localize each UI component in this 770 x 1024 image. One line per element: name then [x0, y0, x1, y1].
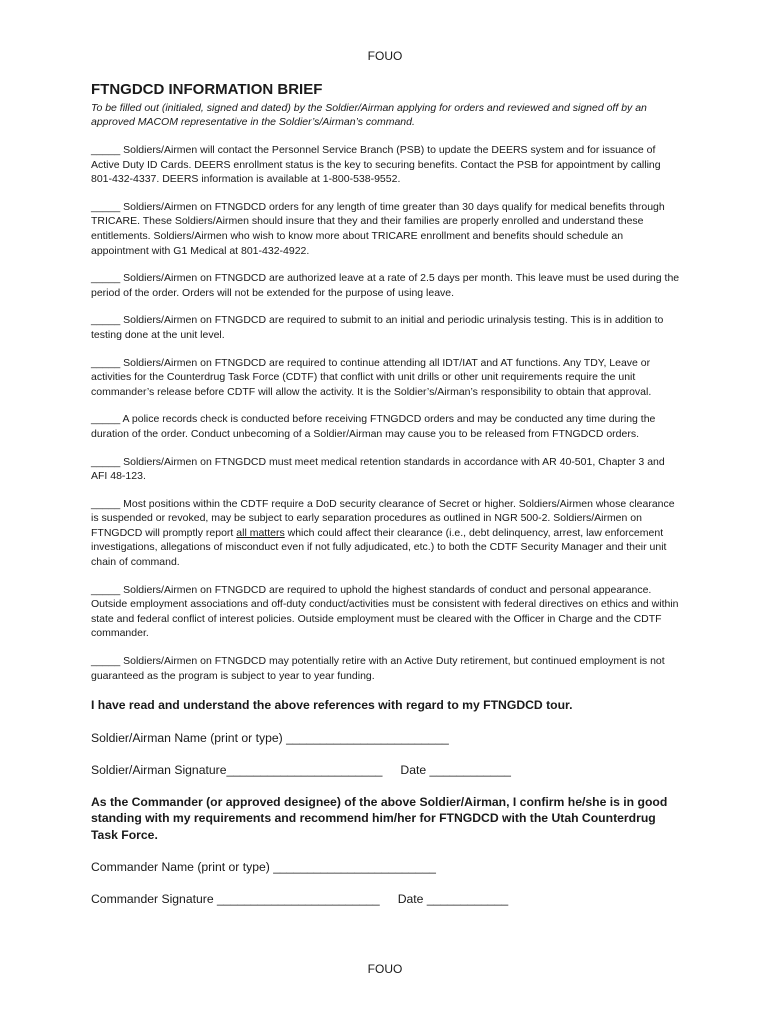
item-security-clearance — [91, 497, 683, 570]
commander-name-row — [91, 859, 683, 875]
initial-blank[interactable]: _____ — [91, 144, 121, 156]
item-text: Soldiers/Airmen on FTNGDCD are required to continue attending all IDT/IAT and AT functions. Any TDY, Leave or activities for the Counterdrug Task Force (CDTF) that conflict with unit drills or other unit requirements require the unit commander’s release before CDTF will allow the activity. It is the Soldier’s/Airman’s responsibility to obtain that approval. — [91, 356, 652, 398]
soldier-signature-field[interactable]: _______________________ — [226, 762, 383, 777]
item-text: Soldiers/Airmen on FTNGDCD are required to uphold the highest standards of conduct and personal appearance. Outside employment associations and off-duty conduct/activities must be consistent with federal directives on ethics and within state and federal conflict of interest policies. Outside employment must be cleared with the Officer in Charge and the CDTF commander. — [91, 583, 679, 640]
soldier-name-label: Soldier/Airman Name (print or type) — [91, 730, 283, 745]
item-text: Soldiers/Airmen on FTNGDCD must meet medical retention standards in accordance with AR 40-501, Chapter 3 and AFI 48-123. — [91, 455, 665, 483]
commander-name-field[interactable]: ________________________ — [273, 859, 436, 874]
item-police-check — [91, 412, 683, 441]
underlined-phrase: all matters — [236, 526, 285, 539]
soldier-name-field[interactable]: ________________________ — [286, 730, 449, 745]
soldier-signature-row — [91, 762, 683, 778]
initial-blank[interactable]: _____ — [91, 413, 121, 426]
soldier-name-row — [91, 730, 683, 746]
item-deers — [91, 143, 683, 187]
item-text: A police records check is conducted before receiving FTNGDCD orders and may be conducted any time during the duration of the order. Conduct unbecoming of a Soldier/Airman may cause you to be released from FTNGDCD orders. — [91, 413, 656, 440]
initial-blank[interactable]: _____ — [91, 200, 121, 213]
commander-date-label: Date — [397, 891, 424, 906]
initial-blank[interactable]: _____ — [91, 272, 121, 285]
document-body — [91, 81, 683, 907]
item-conduct — [91, 583, 683, 641]
item-retirement — [91, 654, 683, 683]
initial-blank[interactable]: _____ — [91, 655, 121, 668]
footer-marking: FOUO — [367, 962, 403, 976]
initial-blank[interactable]: _____ — [91, 497, 121, 510]
soldier-signature-label: Soldier/Airman Signature — [91, 762, 227, 777]
acknowledgement-statement: I have read and understand the above references with regard to my FTNGDCD tour. — [91, 698, 573, 713]
item-unit-functions — [91, 356, 683, 400]
item-text-after: which could affect their clearance (i.e., debt delinquency, arrest, law enforcement investigations, allegations of misconduct even if not fully adjudicated, etc.) to both the CDTF Security Manager and their unit chain of command. — [91, 526, 667, 569]
item-text: Soldiers/Airmen on FTNGDCD are required to submit to an initial and periodic urinalysis testing. This is in addition to testing done at the unit level. — [91, 314, 664, 341]
initial-blank[interactable]: _____ — [91, 455, 121, 468]
commander-signature-field[interactable]: ________________________ — [217, 891, 380, 906]
instructions-text: To be filled out (initialed, signed and dated) by the Soldier/Airman applying for orders and reviewed and signed off by an approved MACOM representative in the Soldier’s/Airman’s command. — [91, 102, 647, 128]
header-marking: FOUO — [367, 49, 403, 63]
commander-signature-row — [91, 891, 683, 907]
item-text: Soldiers/Airmen on FTNGDCD orders for any length of time greater than 30 days qualify for medical benefits through TRICARE. These Soldiers/Airmen should insure that they and their families are properly enrolled and understand these entitlements. Soldiers/Airmen who wish to know more about TRICARE enrollment and benefits should schedule an appointment with G1 Medical at 801-432-4922. — [91, 200, 665, 257]
item-urinalysis — [91, 313, 683, 342]
initial-blank[interactable]: _____ — [91, 356, 121, 369]
soldier-date-field[interactable]: ____________ — [429, 762, 511, 777]
item-text: Soldiers/Airmen will contact the Personnel Service Branch (PSB) to update the DEERS system and for issuance of Active Duty ID Cards. DEERS enrollment status is the key to securing benefits. Contact the PSB for appointment by calling 801-432-4337. DEERS information is available at 1-800-538-9552. — [91, 144, 661, 186]
commander-signature-label: Commander Signature — [91, 891, 214, 906]
commander-date-field[interactable]: ____________ — [426, 891, 509, 906]
item-medical-retention — [91, 455, 683, 484]
item-text: Soldiers/Airmen on FTNGDCD are authorized leave at a rate of 2.5 days per month. This leave must be used during the period of the order. Orders will not be extended for the purpose of using leave. — [91, 272, 680, 299]
initial-blank[interactable]: _____ — [91, 583, 121, 596]
commander-name-label: Commander Name (print or type) — [91, 859, 270, 874]
initial-blank[interactable]: _____ — [91, 314, 121, 327]
item-tricare — [91, 200, 683, 258]
item-text-before: Most positions within the CDTF require a DoD security clearance of Secret or higher. Soldiers/Airmen whose clearance is suspended or revoked, may be subject to early separation procedures as outlined in NGR 500-2. Soldiers/Airmen on FTNGDCD will promptly report — [91, 497, 675, 539]
document-title: FTNGDCD INFORMATION BRIEF — [91, 81, 323, 98]
item-text: Soldiers/Airmen on FTNGDCD may potentially retire with an Active Duty retirement, but continued employment is not guaranteed as the program is subject to year to year funding. — [91, 655, 665, 682]
item-leave — [91, 271, 683, 300]
soldier-date-label: Date — [400, 762, 427, 777]
commander-statement: As the Commander (or approved designee) of the above Soldier/Airman, I confirm he/she is in good standing with my requirements and recommend him/her for FTNGDCD with the Utah Counterdrug Task Force. — [91, 794, 668, 842]
